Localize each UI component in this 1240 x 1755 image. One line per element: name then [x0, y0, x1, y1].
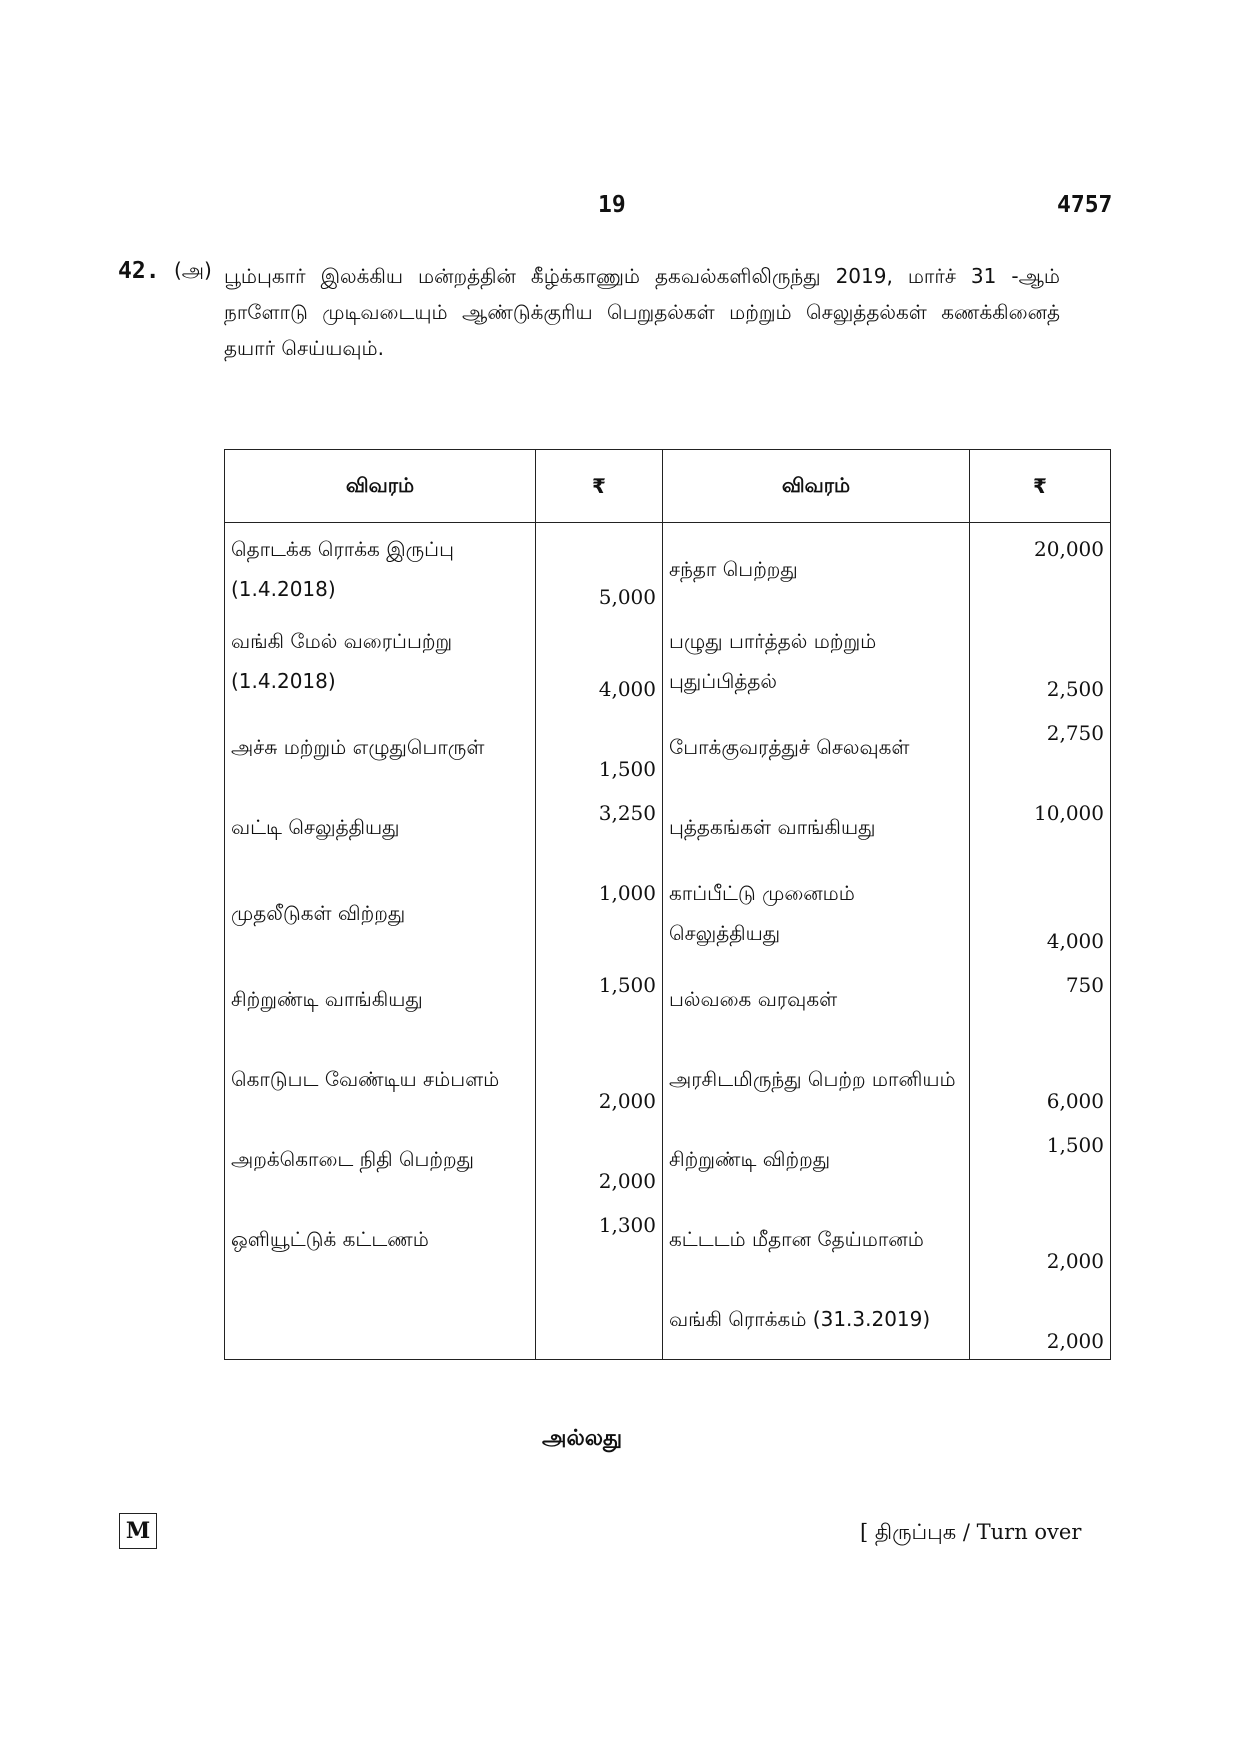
right-particular: சிற்றுண்டி விற்றது	[663, 1119, 970, 1199]
right-particular: சந்தா பெற்றது	[663, 523, 970, 616]
turn-over-note: [ திருப்புக / Turn over	[860, 1520, 1082, 1544]
table-row	[225, 1039, 1111, 1119]
left-particular: ஒளியூட்டுக் கட்டணம்	[225, 1199, 536, 1279]
left-amount: 3,250	[536, 787, 663, 867]
left-amount: 1,000	[536, 867, 663, 959]
right-amount: 10,000	[970, 787, 1111, 867]
header-particulars-right: விவரம்	[663, 450, 970, 523]
table-row	[225, 1199, 1111, 1279]
left-amount: 2,000	[536, 1039, 663, 1119]
right-amount: 2,000	[970, 1199, 1111, 1279]
left-amount: 2,000	[536, 1119, 663, 1199]
table-row	[225, 1279, 1111, 1359]
receipts-payments-table	[224, 449, 1111, 1360]
left-particular: கொடுபட வேண்டிய சம்பளம்	[225, 1039, 536, 1119]
table-row	[225, 615, 1111, 707]
right-amount: 2,500	[970, 615, 1111, 707]
table-header-row	[225, 450, 1111, 523]
header-particulars-left: விவரம்	[225, 450, 536, 523]
right-particular: காப்பீட்டு முனைமம் செலுத்தியது	[663, 867, 970, 959]
right-amount: 2,750	[970, 707, 1111, 787]
left-amount	[536, 1279, 663, 1359]
table-row	[225, 707, 1111, 787]
right-amount: 6,000	[970, 1039, 1111, 1119]
left-particular	[225, 1279, 536, 1359]
table-row	[225, 523, 1111, 616]
table-row	[225, 787, 1111, 867]
left-particular: வட்டி செலுத்தியது	[225, 787, 536, 867]
or-separator: அல்லது	[542, 1426, 623, 1451]
right-amount: 2,000	[970, 1279, 1111, 1359]
left-amount: 1,500	[536, 959, 663, 1039]
left-particular: முதலீடுகள் விற்றது	[225, 867, 536, 959]
question-number: 42.	[118, 258, 160, 284]
right-particular: அரசிடமிருந்து பெற்ற மானியம்	[663, 1039, 970, 1119]
left-amount: 1,500	[536, 707, 663, 787]
question-sub-label: (அ)	[174, 258, 212, 282]
left-amount: 4,000	[536, 615, 663, 707]
right-particular: கட்டடம் மீதான தேய்மானம்	[663, 1199, 970, 1279]
right-particular: பல்வகை வரவுகள்	[663, 959, 970, 1039]
right-particular: பழுது பார்த்தல் மற்றும் புதுப்பித்தல்	[663, 615, 970, 707]
left-particular: அறக்கொடை நிதி பெற்றது	[225, 1119, 536, 1199]
right-particular: புத்தகங்கள் வாங்கியது	[663, 787, 970, 867]
header-amount-right: ₹	[970, 450, 1111, 523]
right-amount: 1,500	[970, 1119, 1111, 1199]
table-row	[225, 867, 1111, 959]
medium-mark: M	[119, 1513, 157, 1549]
left-particular: தொடக்க ரொக்க இருப்பு (1.4.2018)	[225, 523, 536, 616]
right-amount: 4,000	[970, 867, 1111, 959]
right-particular: போக்குவரத்துச் செலவுகள்	[663, 707, 970, 787]
page-number: 19	[598, 192, 626, 218]
header-amount-left: ₹	[536, 450, 663, 523]
right-amount: 20,000	[970, 523, 1111, 616]
left-amount: 1,300	[536, 1199, 663, 1279]
left-particular: அச்சு மற்றும் எழுதுபொருள்	[225, 707, 536, 787]
left-particular: வங்கி மேல் வரைப்பற்று (1.4.2018)	[225, 615, 536, 707]
table-row	[225, 1119, 1111, 1199]
left-amount: 5,000	[536, 523, 663, 616]
paper-code: 4757	[1057, 192, 1113, 218]
question-text: பூம்புகார் இலக்கிய மன்றத்தின் கீழ்க்காணும் தகவல்களிலிருந்து 2019, மார்ச் 31 -ஆம் நாளோடு முடிவடையும் ஆண்டுக்குரிய பெறுதல்கள் மற்றும் செலுத்தல்கள் கணக்கினைத் தயார் செய்யவும்.	[224, 264, 1060, 360]
right-amount: 750	[970, 959, 1111, 1039]
left-particular: சிற்றுண்டி வாங்கியது	[225, 959, 536, 1039]
right-particular: வங்கி ரொக்கம் (31.3.2019)	[663, 1279, 970, 1359]
table-row	[225, 959, 1111, 1039]
